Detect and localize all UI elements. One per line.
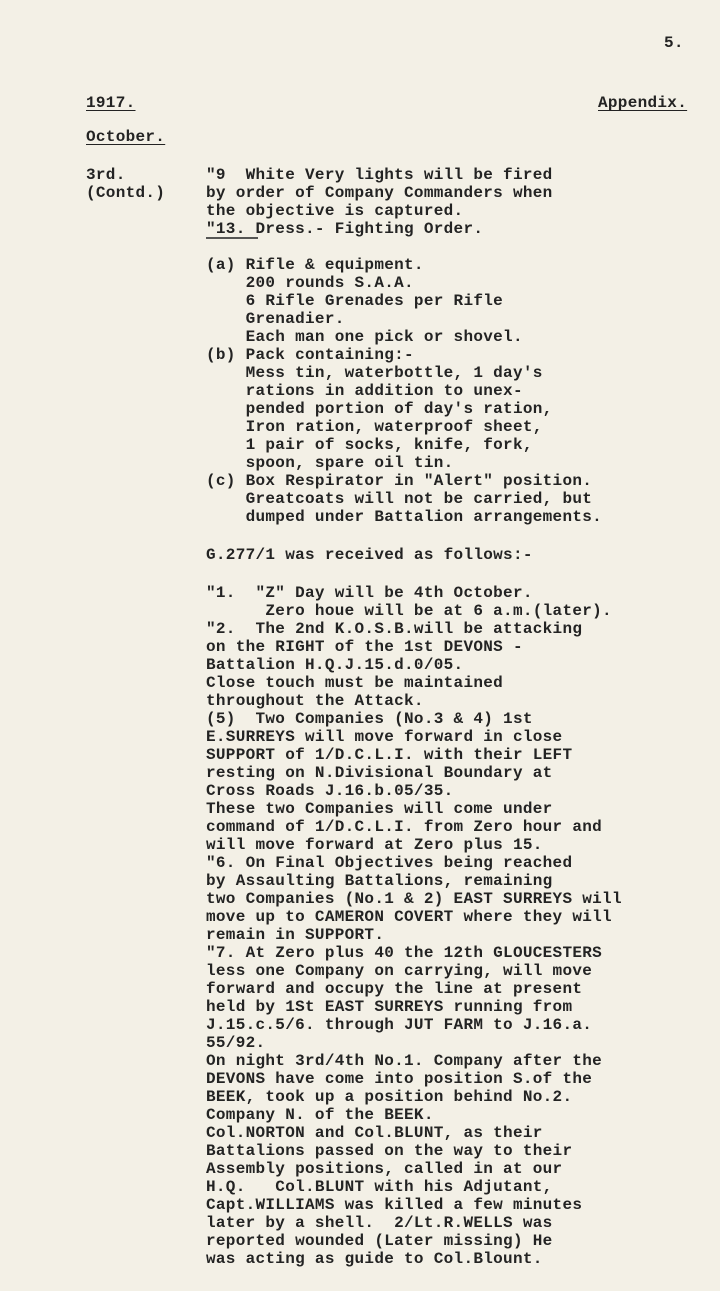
body-line: pended portion of day's ration, xyxy=(206,400,553,418)
body-line: throughout the Attack. xyxy=(206,692,424,710)
body-line: Mess tin, waterbottle, 1 day's xyxy=(206,364,543,382)
page-number: 5. xyxy=(664,34,684,52)
body-line: by order of Company Commanders when xyxy=(206,184,553,202)
body-line: less one Company on carrying, will move xyxy=(206,962,593,980)
date-line: 3rd. xyxy=(86,166,126,184)
body-line: Col.NORTON and Col.BLUNT, as their xyxy=(206,1124,543,1142)
body-line: by Assaulting Battalions, remaining xyxy=(206,872,553,890)
body-line: (c) Box Respirator in "Alert" position. xyxy=(206,472,593,490)
body-line: J.15.c.5/6. through JUT FARM to J.16.a. xyxy=(206,1016,593,1034)
body-line: Cross Roads J.16.b.05/35. xyxy=(206,782,454,800)
date-line-contd: (Contd.) xyxy=(86,184,166,202)
body-line: H.Q. Col.BLUNT with his Adjutant, xyxy=(206,1178,553,1196)
body-line: "2. The 2nd K.O.S.B.will be attacking xyxy=(206,620,583,638)
body-line: held by 1St EAST SURREYS running from xyxy=(206,998,573,1016)
body-line: (5) Two Companies (No.3 & 4) 1st xyxy=(206,710,533,728)
month-heading: October. xyxy=(86,128,166,146)
body-line: (b) Pack containing:- xyxy=(206,346,414,364)
body-line: DEVONS have come into position S.of the xyxy=(206,1070,593,1088)
body-line: 6 Rifle Grenades per Rifle xyxy=(206,292,504,310)
body-line: command of 1/D.C.L.I. from Zero hour and xyxy=(206,818,603,836)
body-line: These two Companies will come under xyxy=(206,800,553,818)
body-line: resting on N.Divisional Boundary at xyxy=(206,764,553,782)
body-line: G.277/1 was received as follows:- xyxy=(206,546,533,564)
appendix-label: Appendix. xyxy=(598,94,688,112)
body-line: "9 White Very lights will be fired xyxy=(206,166,553,184)
body-line: move up to CAMERON COVERT where they will xyxy=(206,908,612,926)
body-line: dumped under Battalion arrangements. xyxy=(206,508,603,526)
body-line: Close touch must be maintained xyxy=(206,674,504,692)
body-line: spoon, spare oil tin. xyxy=(206,454,454,472)
body-line: was acting as guide to Col.Blount. xyxy=(206,1250,543,1268)
body-line: "6. On Final Objectives being reached xyxy=(206,854,573,872)
body-line: SUPPORT of 1/D.C.L.I. with their LEFT xyxy=(206,746,573,764)
body-line: Battalion H.Q.J.15.d.0/05. xyxy=(206,656,464,674)
body-line: Iron ration, waterproof sheet, xyxy=(206,418,543,436)
body-line: Grenadier. xyxy=(206,310,345,328)
body-line: the objective is captured. xyxy=(206,202,464,220)
body-line: On night 3rd/4th No.1. Company after the xyxy=(206,1052,603,1070)
body-line: BEEK, took up a position behind No.2. xyxy=(206,1088,573,1106)
body-line: on the RIGHT of the 1st DEVONS - xyxy=(206,638,523,656)
body-line: later by a shell. 2/Lt.R.WELLS was xyxy=(206,1214,553,1232)
year-heading: 1917. xyxy=(86,94,136,112)
body-line: E.SURREYS will move forward in close xyxy=(206,728,563,746)
body-line: Greatcoats will not be carried, but xyxy=(206,490,593,508)
body-line: "1. "Z" Day will be 4th October. xyxy=(206,584,533,602)
body-line: Capt.WILLIAMS was killed a few minutes xyxy=(206,1196,583,1214)
body-line: forward and occupy the line at present xyxy=(206,980,583,998)
body-line: "7. At Zero plus 40 the 12th GLOUCESTERS xyxy=(206,944,603,962)
body-line: 55/92. xyxy=(206,1034,266,1052)
body-line: reported wounded (Later missing) He xyxy=(206,1232,553,1250)
body-line: remain in SUPPORT. xyxy=(206,926,385,944)
body-line: 1 pair of socks, knife, fork, xyxy=(206,436,533,454)
body-line: (a) Rifle & equipment. xyxy=(206,256,424,274)
body-line: two Companies (No.1 & 2) EAST SURREYS will xyxy=(206,890,622,908)
body-line: "13. Dress.- Fighting Order. xyxy=(206,220,484,238)
body-line: Company N. of the BEEK. xyxy=(206,1106,434,1124)
body-line: 200 rounds S.A.A. xyxy=(206,274,414,292)
body-line: Battalions passed on the way to their xyxy=(206,1142,573,1160)
body-line: Each man one pick or shovel. xyxy=(206,328,523,346)
body-line: Assembly positions, called in at our xyxy=(206,1160,563,1178)
dress-underline xyxy=(206,236,260,240)
body-line: Zero houe will be at 6 a.m.(later). xyxy=(206,602,612,620)
body-line: rations in addition to unex- xyxy=(206,382,523,400)
body-line: will move forward at Zero plus 15. xyxy=(206,836,543,854)
